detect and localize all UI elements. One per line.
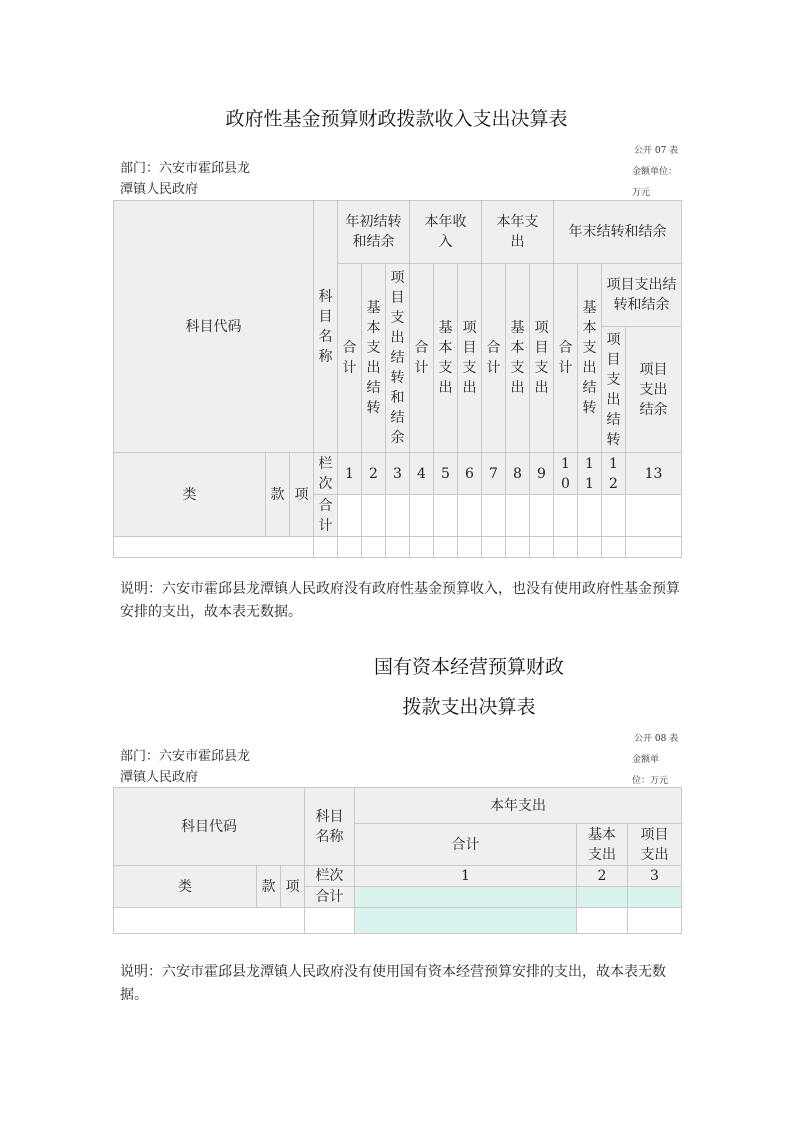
closing-project-balance-header: 项目支出结余 <box>626 327 682 453</box>
entry-header: 项 <box>281 866 305 908</box>
closing-balance-header: 年末结转和结余 <box>554 201 682 264</box>
empty-cell <box>602 537 626 558</box>
empty-cell <box>506 537 530 558</box>
expenditure-project-header: 项目支出 <box>530 264 554 453</box>
income-project-header: 项目支出 <box>458 264 482 453</box>
col-num: 12 <box>602 453 626 495</box>
empty-cell <box>362 537 386 558</box>
sum-cell <box>434 495 458 537</box>
subject-name-header: 科目名称 <box>314 201 338 453</box>
empty-cell <box>314 537 338 558</box>
table1-unit-line1: 金额单位： <box>632 167 678 177</box>
empty-cell <box>355 908 577 934</box>
empty-cell <box>554 537 578 558</box>
sum-cell <box>628 887 682 908</box>
table2-title-line1: 国有资本经营预算财政 <box>373 656 564 678</box>
table2-code: 公开 08 表 <box>634 734 679 744</box>
expenditure-basic-header: 基本支出 <box>506 264 530 453</box>
table1 <box>113 200 682 558</box>
col-num: 4 <box>410 453 434 495</box>
column-no-label: 栏次 <box>314 453 338 495</box>
table2-unit-line2: 位：万元 <box>632 776 669 786</box>
sum-cell <box>410 495 434 537</box>
closing-total-header: 合计 <box>554 264 578 453</box>
col-num: 2 <box>362 453 386 495</box>
column-no-label: 栏次 <box>305 866 355 887</box>
sum-cell <box>482 495 506 537</box>
empty-cell <box>305 908 355 934</box>
opening-basic-header: 基本支出结转 <box>362 264 386 453</box>
opening-project-header: 项目支出结转和结余 <box>386 264 410 453</box>
col-num: 6 <box>458 453 482 495</box>
sum-cell <box>530 495 554 537</box>
entry-header: 项 <box>290 453 314 537</box>
class-header: 类 <box>114 866 257 908</box>
sum-cell <box>386 495 410 537</box>
empty-cell <box>626 537 682 558</box>
sum-cell <box>578 495 602 537</box>
table1-note: 说明：六安市霍邱县龙潭镇人民政府没有政府性基金预算收入，也没有使用政府性基金预算安排的支出，故本表无数据。 <box>120 581 680 620</box>
item-header: 款 <box>257 866 281 908</box>
empty-cell <box>628 908 682 934</box>
empty-cell <box>577 908 628 934</box>
table1-title: 政府性基金预算财政拨款收入支出决算表 <box>225 108 568 130</box>
table2 <box>113 787 682 934</box>
empty-cell <box>114 908 305 934</box>
sum-cell <box>506 495 530 537</box>
table2-dept-line2: 潭镇人民政府 <box>120 770 199 785</box>
sum-cell <box>626 495 682 537</box>
sum-cell <box>338 495 362 537</box>
empty-cell <box>338 537 362 558</box>
empty-cell <box>410 537 434 558</box>
income-header: 本年收入 <box>410 201 482 264</box>
closing-project-header: 项目支出结转和结余 <box>602 264 682 327</box>
empty-cell <box>386 537 410 558</box>
table1-unit-line2: 万元 <box>632 188 651 198</box>
table2-dept-line1: 部门：六安市霍邱县龙 <box>120 749 251 764</box>
col-num: 2 <box>577 866 628 887</box>
col-num: 3 <box>386 453 410 495</box>
opening-balance-header: 年初结转和结余 <box>338 201 410 264</box>
col-num: 1 <box>338 453 362 495</box>
total-header: 合计 <box>355 824 577 866</box>
subject-name-header: 科目名称 <box>305 788 355 866</box>
empty-cell <box>578 537 602 558</box>
opening-total-header: 合计 <box>338 264 362 453</box>
table1-dept-line1: 部门：六安市霍邱县龙 <box>120 161 251 176</box>
table2-note: 说明：六安市霍邱县龙潭镇人民政府没有使用国有资本经营预算安排的支出，故本表无数据。 <box>120 964 666 1003</box>
col-num: 7 <box>482 453 506 495</box>
col-num: 11 <box>578 453 602 495</box>
basic-header: 基本支出 <box>577 824 628 866</box>
empty-cell <box>530 537 554 558</box>
empty-cell <box>458 537 482 558</box>
income-total-header: 合计 <box>410 264 434 453</box>
sum-cell <box>602 495 626 537</box>
sum-cell <box>362 495 386 537</box>
project-header: 项目支出 <box>628 824 682 866</box>
subject-code-header: 科目代码 <box>114 201 314 453</box>
sum-cell <box>355 887 577 908</box>
expenditure-header: 本年支出 <box>482 201 554 264</box>
class-header: 类 <box>114 453 266 537</box>
table2-unit-line1: 金额单 <box>632 755 660 765</box>
col-num: 5 <box>434 453 458 495</box>
income-basic-header: 基本支出 <box>434 264 458 453</box>
col-num: 8 <box>506 453 530 495</box>
col-num: 3 <box>628 866 682 887</box>
col-num: 9 <box>530 453 554 495</box>
empty-cell <box>434 537 458 558</box>
closing-basic-header: 基本支出结转 <box>578 264 602 453</box>
expenditure-header: 本年支出 <box>355 788 682 824</box>
empty-cell <box>114 537 314 558</box>
sum-cell <box>458 495 482 537</box>
item-header: 款 <box>266 453 290 537</box>
closing-project-carry-header: 项目支出结转 <box>602 327 626 453</box>
col-num: 10 <box>554 453 578 495</box>
sum-cell <box>577 887 628 908</box>
table1-dept-line2: 潭镇人民政府 <box>120 182 199 197</box>
expenditure-total-header: 合计 <box>482 264 506 453</box>
sum-row-label: 合计 <box>305 887 355 908</box>
subject-code-header: 科目代码 <box>114 788 305 866</box>
sum-cell <box>554 495 578 537</box>
col-num: 1 <box>355 866 577 887</box>
empty-cell <box>482 537 506 558</box>
table1-code: 公开 07 表 <box>634 146 679 156</box>
sum-row-label: 合计 <box>314 495 338 537</box>
col-num: 13 <box>626 453 682 495</box>
table2-title-line2: 拨款支出决算表 <box>402 696 536 718</box>
